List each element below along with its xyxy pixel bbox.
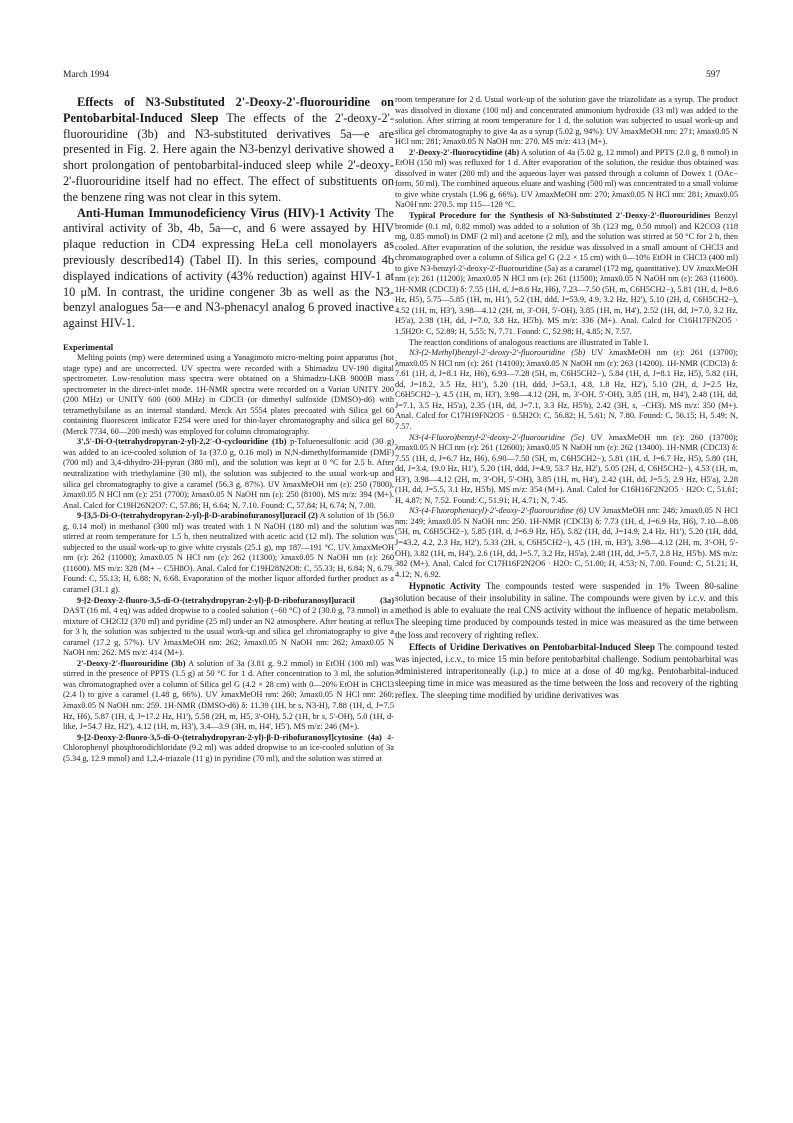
procedure-title: Typical Procedure for the Synthesis of N3-Substituted 2'-Deoxy-2'-fluorouridines [409,211,711,221]
section-anti-hiv [63,206,394,332]
compound-body: p-Toluenesulfonic acid (30 g) was added to an ice-cooled solution of 1a (37.0 g, 0.16 mol) in N,N-dimethylformamide (DMF) (700 ml) and 3,4-dihydro-2H-pyran (380 ml), and the solution was kept at 0 °C for 2.5 h. After neutralization with triethylamine (30 ml), the solution was subjected to the usual work-up and silica gel chromatography to give a caramel (56.3 g, 87%). UV λmaxMeOH nm (ε): 250 (7800), λmax0.05 N HCl nm (ε): 251 (7700); λmax0.05 N NaOH nm (ε): 250 (8100). MS m/z: 394 (M+). Anal. Calcd for C19H26N2O7: C, 57.86; H, 6.64; N, 7.10. Found: C, 57.84; H, 6.74; N, 7.00. [63,437,394,510]
compound-3a [63,596,394,659]
continued-paragraph: room temperature for 2 d. Usual work-up of the solution gave the triazolidate as a syrup. The product was dissolved in dioxane (100 ml) and concentrated ammonium hydroxide (33 ml) was added to the solution. After stirring at room temperature for 1 d, the solution was subjected to usual work-up and silica gel chromatography to give 4a as a syrup (5.02 g, 94%). UV λmaxMeOH nm: 271; λmax0.05 N HCl nm: 281; λmax0.05 N NaOH nm: 270. MS m/z: 413 (M+). [395,95,738,147]
experimental-heading: Experimental [63,341,114,352]
procedure-body: Benzyl bromide (0.1 ml, 0.82 mmol) was added to a solution of 3b (123 mg, 0.50 mmol) and K2CO3 (118 mg, 0.85 mmol) in DMF (2 ml) and acetone (2 ml), and the solution was stirred at 50 °C for 2 h, then cooled. After evaporation of the solution, the residue was dissolved in a small amount of CHCl3 and chromatographed over a column of Silica gel G (2.2 × 15 cm) with 0—10% EtOH in CHCl3 (400 ml) to give N3-benzyl-2'-deoxy-2'-fluorouridine (5a) as a caramel (172 mg, quantitative). UV λmaxMeOH nm (ε): 261 (11200); λmax0.05 N HCl nm (ε): 261 (11500); λmax0.05 N NaOH nm (ε): 263 (11600). 1H-NMR (CDCl3) δ: 7.55 (1H, d, J=8.6 Hz, H6), 7.23—7.50 (5H, m, C6H5CH2−), 5.81 (1H, d, J=8.6 Hz, H5), 5.75—5.85 (1H, m, H1'), 5.2 (1H, ddd, J=53.9, 4.9, 3.2 Hz, H2'), 5.10 (2H, d, C6H5CH2−), 4.52 (1H, m, H3'), 3.98—4.12 (2H, m, 3'-OH, 5'-OH), 3.85 (1H, m, H4'), 2.52 (1H, dd, J=7.0, 3.2 Hz, H5'a), 2.38 (1H, dd, J=7.0, 3.8 Hz, H5'b). MS m/z: 336 (M+). Anal. Calcd for C16H17FN2O5 · 1.5H2O: C, 52.89; H, 5.55; N, 7.71. Found: C, 52.98; H, 4.85; N, 7.57. [395,211,738,337]
section-sleep-effects [63,95,394,206]
section-title: Anti-Human Immunodeficiency Virus (HIV)-1 Activity [77,205,371,220]
compound-4b [395,148,738,211]
compound-body: UV λmaxMeOH nm (ε): 260 (13700); λmax0.05 N HCl nm (ε): 261 (12600); λmax0.05 N NaOH nm (ε): 262 (13400). 1H-NMR (CDCl3) δ: 7.55 (1H, d, J=6.7 Hz, H6), 6.90—7.50 (5H, m, C6H5CH2−), 5.81 (1H, d, J=6.7 Hz, H5), 5.80 (1H, dd, J=3.4, 19.0 Hz, H1'), 5.20 (1H, ddd, J=4.9, 53.7 Hz, H2'), 5.05 (2H, d, C6H5CH2−), 4.53 (1H, m, H3'), 3.98—4.12 (2H, m, 3'-OH, 5'-OH), 3.85 (1H, m, H4'), 2.42 (1H, dd, J=5.5, 2.9 Hz, H5'a), 2.28 (1H, dd, J=5.5, 3.1 Hz, H5'b). MS m/z: 354 (M+). Anal. Calcd for C16H16F2N2O5 · H2O: C, 51.61; H, 4.87; N, 7.52. Found: C, 51.91; H, 4.71; N, 7.45. [395,432,738,505]
section-body: The compound tested was injected, i.c.v., to mice 15 min before pentobarbital challenge. Sodium pentobarbital was administered intraperitoneally (i.p.) to mice at a dose of 40 mg/kg. Pentobarbital-induced sleeping time in mice was measured as the time between the loss and recovery of the righting reflex. The sleeping time modified by uridine derivatives was [395,641,738,700]
page-number: 597 [706,70,721,80]
compound-title: N3-(4-Fluoro)benzyl-2'-deoxy-2'-fluorouridine (5c) [409,432,585,442]
experimental-paragraph: Melting points (mp) were determined using a Yanagimoto micro-melting point apparatus (hot stage type) and are uncorrected. UV spectra were recorded with a Shimadzu UV-190 digital spectrometer. Low-resolution mass spectra were obtained on a Shimadzu-LKB 9000B mass spectrometer in the direct-inlet mode. 1H-NMR spectra were recorded on a Varian UNITY 200 (200 MHz) or UNITY 600 (600 MHz) in CDCl3 (or dimethyl sulfoxide (DMSO)-d6) with tetramethylsilane as an internal standard. Merck Art 5554 plates precoated with Silica gel 60 containing fluorescent indicator F254 were used for thin-layer chromatography and silica gel 60 (Merck 7734, 60—200 mesh) was employed for column chromatography. [63,352,394,436]
compound-title: 2'-Deoxy-2'-fluorocytidine (4b) [409,147,520,157]
typical-procedure [395,211,738,338]
compound-title: 9-[2-Deoxy-2-fluoro-3,5-di-O-(tetrahydropyran-2-yl)-β-D-ribofuranosyl]cytosine (4a) [77,732,382,742]
compound-title: 9-[2-Deoxy-2-fluoro-3,5-di-O-(tetrahydropyran-2-yl)-β-D-ribofuranosyl]uracil (3a) [77,595,394,605]
compound-body: A solution of 4a (5.02 g, 12 mmol) and PPTS (2.0 g, 8 mmol) in EtOH (150 ml) was refluxed for 1 d. After evaporation of the solution, the residue thus obtained was dissolved in water (200 ml) and the aqueous layer was passed through a column of Dowex 1 (OAc− form, 50 ml). The combined aqueous eluate and washing (500 ml) was concentrated to a small volume to give white crystals (1.96 g, 66%). UV λmaxMeOH nm: 270; λmax0.05 N HCl nm: 281; λmax0.05 NaOH nm: 270.5. mp 115—120 °C. [395,147,738,210]
compound-title: N3-(4-Fluorophenacyl)-2'-deoxy-2'-fluorouridine (6) [409,506,586,516]
section-title: Hypnotic Activity [409,581,481,592]
right-column [395,95,738,701]
section-body: The compounds tested were suspended in 1% Tween 80-saline solution because of their insolubility in saline. The compounds were given by i.c.v. and this method is able to evaluate the real CNS activity without the influence of hepatic metabolism. The sleeping time produced by compounds tested in mice was measured as the time between the loss and recovery of righting reflex. [395,581,738,640]
section-title: Effects of N3-Substituted 2'-Deoxy-2'-fluorouridine on Pentobarbital-Induced Sleep [63,95,394,125]
section-uridine-effects [395,641,738,701]
compound-body: A solution of 3a (3.81 g, 9.2 mmol) in EtOH (100 ml) was stirred in the presence of PPTS (1.5 g) at 50 °C for 1 d. After concentration to 3 ml, the solution was chromatographed over a column of Silica gel G (4.2 × 28 cm) with 0—20% EtOH in CHCl3 (2.4 l) to give a caramel (1.48 g, 66%). UV λmaxMeOH nm: 260; λmax0.05 N HCl nm: 260; λmax0.05 N NaOH nm: 259. 1H-NMR (DMSO-d6) δ: 11.39 (1H, br s, N3-H), 7.88 (1H, d, J=7.5 Hz, H6), 5.87 (1H, d, J=17.2 Hz, H1'), 5.58 (2H, m, H5, 3'-OH), 5.2 (1H, br s, 5'-OH), 5.0 (1H, d-like, J=54.7 Hz, H2'), 4.12 (1H, m, H3'), 3.4—3.9 (3H, m, H4', H5'). MS m/z: 246 (M+). [63,658,394,732]
compound-body: DAST (16 ml, 4 eq) was added dropwise to a cooled solution (−60 °C) of 2 (30.0 g, 73 mmol) in a mixture of CH2Cl2 (370 ml) and pyridine (25 ml) under an N2 atmosphere. After heating at reflux for 3 h, the solution was subjected to the usual work-up and silica gel chromatography to give a caramel (17.2 g, 57%). UV λmaxMeOH nm: 262; λmax0.05 N NaOH nm: 262; λmax0.05 N NaOH nm: 262. MS m/z: 414 (M+). [63,606,394,658]
compound-5b [395,348,738,432]
compound-5c [395,433,738,507]
section-title: Effects of Uridine Derivatives on Pentobarbital-Induced Sleep [409,641,655,652]
compound-body: A solution of 1b (56.0 g, 0.14 mol) in methanol (300 ml) was treated with 1 N NaOH (180 ml) and the solution was stirred at room temperature for 1.5 h, then neutralized with acetic acid (12 ml). The solution was subjected to the usual work-up to give white crystals (25.1 g), mp 187—191 °C. UV λmaxMeOH nm (ε): 262 (11000); λmax0.05 N HCl nm (ε): 262 (11300); λmax0.05 N NaOH nm (ε): 260 (11600). MS m/z: 328 (M+ − C5H8O). Anal. Calcd for C19H28N2O8: C, 55.33; H, 6.84; N, 6.79. Found: C, 55.13; H, 6.88; N, 6.68. Evaporation of the mother liquor afforded further product as a caramel (31.1 g). [63,511,394,594]
section-body: The antiviral activity of 3b, 4b, 5a—c, and 6 were assayed by HIV plaque reduction in CD4 expressing HeLa cell monolayers as previously described14) (Tabel II). In this series, compound 4b displayed indications of activity (43% reduction) against HIV-1 at 10 μM. In contrast, the uridine congener 3b as well as the N3-benzyl analogues 5a—e and N3-phenacyl analog 6 proved inactive against HIV-1. [63,205,394,331]
compound-title: 9-[3,5-Di-O-(tetrahydropyran-2-yl)-β-D-arabinofuranosyl]uracil (2) [77,511,318,521]
running-header-date: March 1994 [63,70,110,80]
compound-title: N3-(2-Methyl)benzyl-2'-deoxy-2'-fluorouridine (5b) [409,348,586,358]
procedure-note: The reaction conditions of analogous reactions are illustrated in Table I. [409,337,649,347]
section-hypnotic-activity [395,580,738,640]
compound-body: 4-Chlorophenyl phosphorodichloridate (9.2 ml) was added dropwise to an ice-cooled solution of 3a (5.34 g, 12.9 mmol) and 1,2,4-triazole (11 g) in pyridine (70 ml), and the solution was stirred at [63,732,394,763]
compound-title: 3',5'-Di-O-(tetrahydropyran-2-yl)-2,2'-O-cyclouridine (1b) [77,437,287,447]
compound-4a [63,733,394,765]
compound-3b [63,659,394,733]
section-body: The effects of the 2'-deoxy-2'-fluorouridine (3b) and N3-substituted derivatives 5a—e are presented in Fig. 2. Here again the N3-benzyl derivative showed a short prolongation of pentobarbital-induced sleep while 2'-deoxy-2'-fluorouridine itself had no effect. The effect of substituents on the benzene ring was not clear in this sytem. [63,110,394,204]
compound-6 [395,506,738,580]
compound-title: 2'-Deoxy-2'-fluorouridine (3b) [77,658,186,668]
compound-body: UV λmaxMeOH nm (ε): 261 (13700); λmax0.05 N HCl nm (ε): 261 (14100); λmax0.05 N NaOH nm (ε): 263 (14200). 1H-NMR (CDCl3) δ: 7.61 (1H, d, J=8.1 Hz, H6), 6.93—7.28 (5H, m, C6H5CH2−), 5.84 (1H, d, J=8.1 Hz, H5), 5.82 (1H, dd, J=18.2, 3.5 Hz, H1'), 5.20 (1H, ddd, J=53.1, 4.8, 1.8 Hz, H2'), 5.10 (2H, d, J=2.5 Hz, C6H5CH2−), 4.5 (1H, m, H3'), 3.98—4.12 (2H, m, 3'-OH, 5'-OH), 3.85 (1H, m, H4'), 2.48 (1H, dd, J=7.1, 3.5 Hz, H5'a), 2.35 (1H, dd, J=7.1, 3.3 Hz, H5'b), 2.42 (3H, s, −CH3). MS m/z: 350 (M+). Anal. Calcd for C17H19FN2O5 · 0.5H2O: C, 56.82; H, 5.61; N, 7.80. Found: C, 56.15; H, 5.49; N, 7.57. [395,348,738,431]
left-column [63,95,394,764]
compound-1b [63,437,394,511]
compound-body: UV λmaxMeOH nm: 248; λmax0.05 N HCl nm: 249; λmax0.05 N NaOH nm: 250. 1H-NMR (CDCl3) δ: 7.73 (1H, d, J=6.9 Hz, H6), 7.10—8.08 (5H, m, C6H5CH2−), 5.85 (1H, d, J=6.9 Hz, H5), 5.82 (1H, dd, J=14.9, 2.4 Hz, H1'), 5.20 (1H, ddd, J=43.2, 4.2, 2.3 Hz, H2'), 5.33 (2H, s, C6H5CH2−), 4.5 (1H, m, H3'), 3.98—4.12 (2H, m, 3'-OH, 5'-OH), 3.82 (1H, m, H4'), 2.6 (1H, dd, J=5.7, 3.2 Hz, H5'a), 2.48 (1H, dd, J=5.7, 2.8 Hz, H5'b). MS m/z: 382 (M+). Anal. Calcd for C17H16F2N2O6 · H2O: C, 51.00; H, 4.53; N, 7.00. Found: C, 51.21; H, 4.12; N, 6.92. [395,506,738,579]
compound-2 [63,511,394,595]
